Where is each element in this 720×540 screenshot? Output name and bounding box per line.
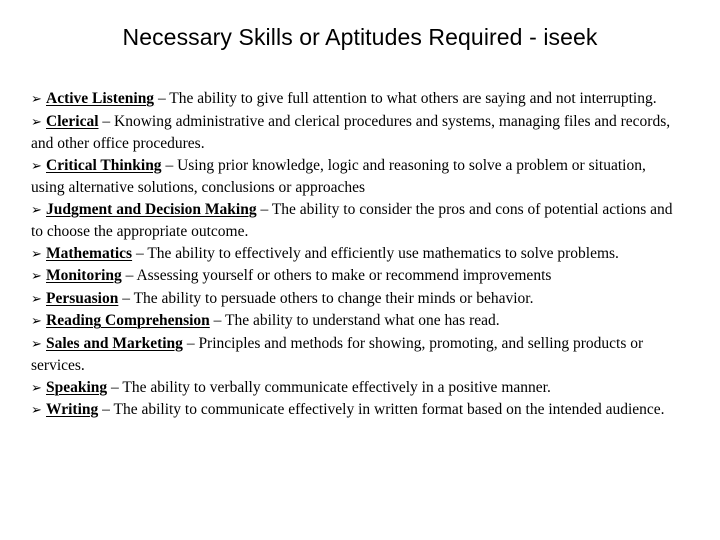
skill-term: Writing [46,401,99,418]
skill-description: Knowing administrative and clerical procedures and systems, managing files and records, and other office procedures. [31,112,671,152]
list-item [31,155,681,199]
skill-term: Mathematics [46,244,133,262]
skill-description: Using prior knowledge, logic and reasoning to solve a problem or situation, using alternative solutions, conclusions or approaches [31,156,646,196]
skill-term: Reading Comprehension [46,312,210,329]
list-item [31,399,681,422]
skill-description: Principles and methods for showing, promoting, and selling products or services. [31,334,644,374]
list-item [31,243,681,266]
skill-description: The ability to verbally communicate effectively in a positive manner. [122,378,551,396]
separator: – [135,244,144,262]
arrowhead-bullet-icon: ➢ [31,158,42,174]
separator: – [102,112,111,130]
skill-description: The ability to persuade others to change their minds or behavior. [133,289,534,307]
skill-term: Persuasion [46,289,119,307]
arrowhead-bullet-icon: ➢ [31,202,42,218]
list-item [31,88,681,111]
skill-term: Clerical [46,112,99,130]
skill-term: Monitoring [46,267,122,284]
arrowhead-bullet-icon: ➢ [31,246,42,262]
separator: – [102,401,110,418]
skill-term: Active Listening [46,90,155,107]
list-item [31,377,681,400]
arrowhead-bullet-icon: ➢ [31,336,42,352]
arrowhead-bullet-icon: ➢ [31,403,42,418]
skill-term: Speaking [46,378,108,396]
skill-term: Judgment and Decision Making [46,200,257,218]
separator: – [186,334,195,352]
skill-description: The ability to give full attention to what others are saying and not interrupting. [169,90,657,107]
separator: – [260,200,269,218]
arrowhead-bullet-icon: ➢ [31,380,42,396]
page-title: Necessary Skills or Aptitudes Required - iseek [122,24,598,50]
separator: – [213,312,222,329]
skill-description: The ability to effectively and efficiently use mathematics to solve problems. [147,244,619,262]
arrowhead-bullet-icon: ➢ [31,269,42,284]
skills-list [31,88,681,422]
separator: – [111,378,119,396]
separator: – [165,156,174,174]
arrowhead-bullet-icon: ➢ [31,92,42,107]
skill-description: The ability to understand what one has read. [225,312,500,329]
skill-description: The ability to consider the pros and cons of potential actions and to choose the appropriate outcome. [31,200,673,240]
separator: – [122,289,130,307]
list-item [31,199,681,243]
separator: – [125,267,134,284]
list-item [31,310,681,333]
arrowhead-bullet-icon: ➢ [31,314,42,329]
arrowhead-bullet-icon: ➢ [31,114,42,130]
arrowhead-bullet-icon: ➢ [31,291,42,307]
skill-description: The ability to communicate effectively in written format based on the intended audience. [113,401,665,418]
list-item [31,111,681,155]
list-item [31,288,681,311]
skill-term: Sales and Marketing [46,334,183,352]
separator: – [157,90,166,107]
list-item [31,333,681,377]
skill-description: Assessing yourself or others to make or recommend improvements [136,267,552,284]
skill-term: Critical Thinking [46,156,162,174]
list-item [31,265,681,288]
